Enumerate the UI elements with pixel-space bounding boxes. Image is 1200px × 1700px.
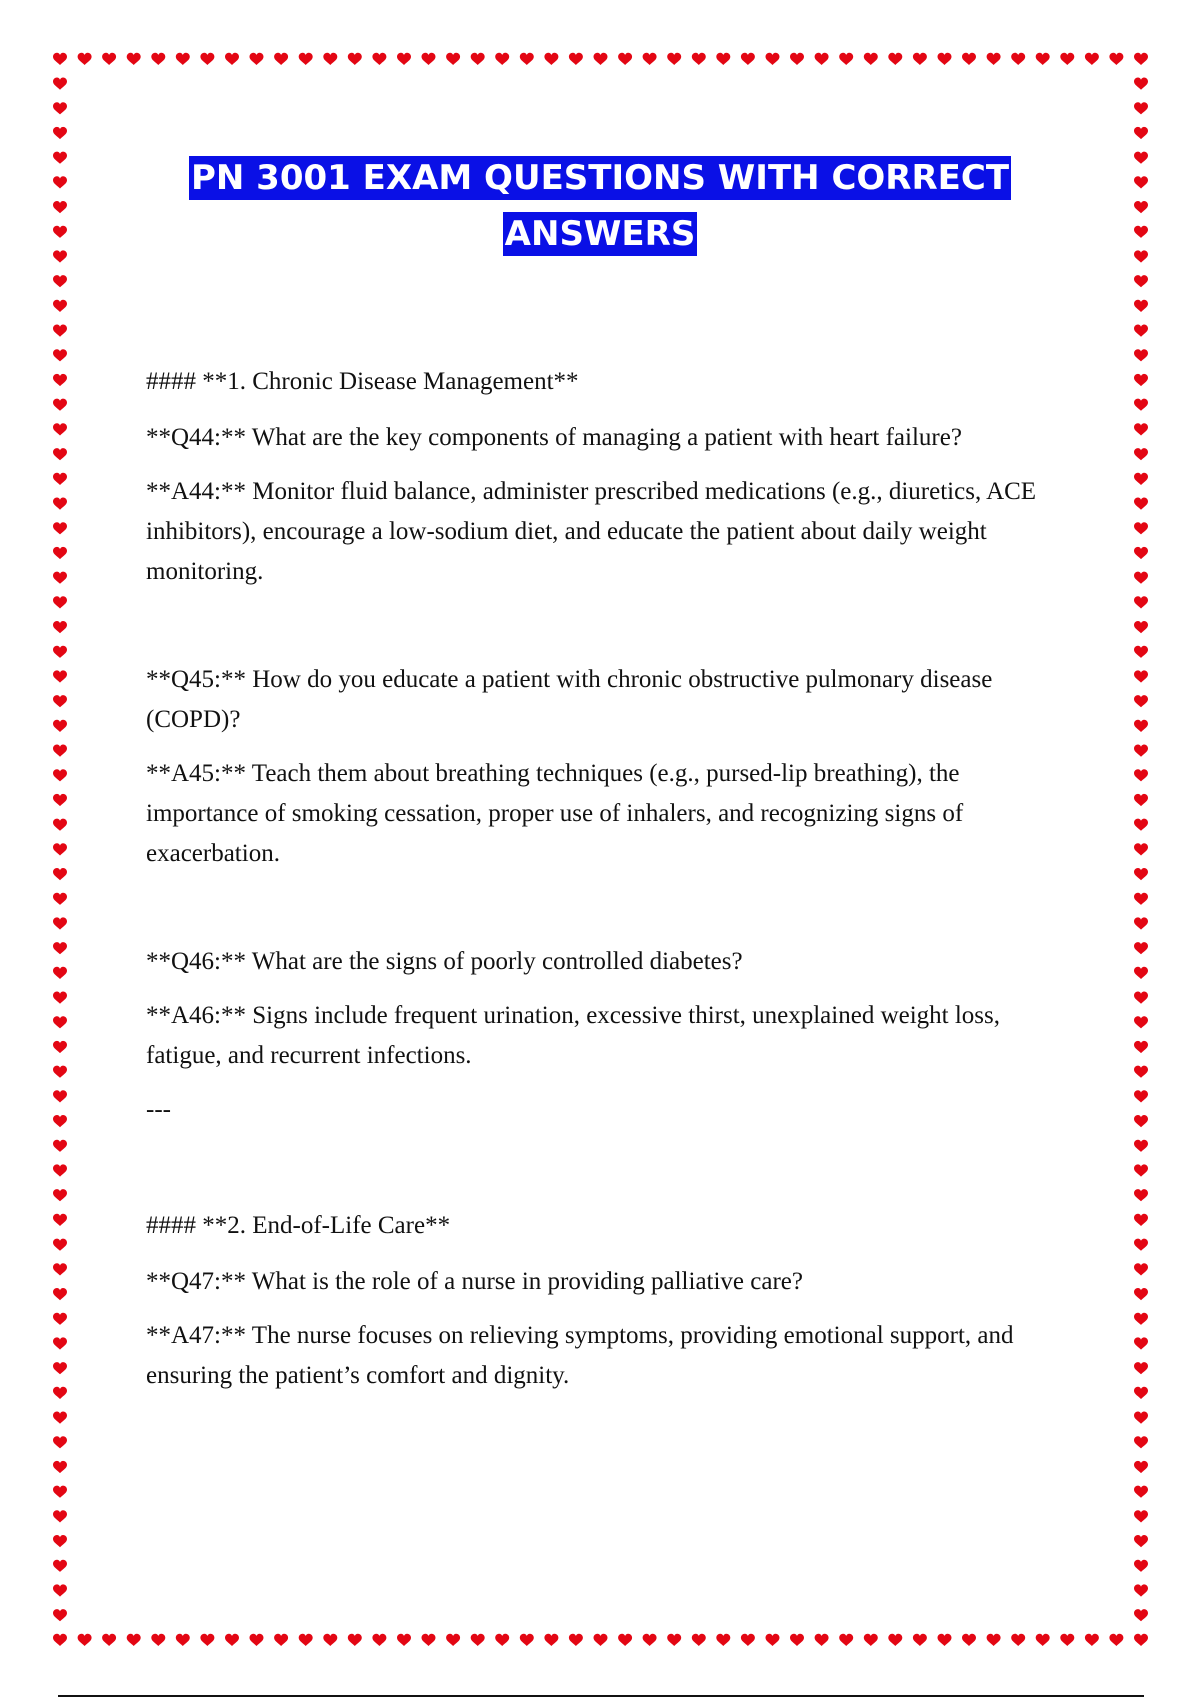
heart-icon	[1134, 917, 1148, 929]
heart-icon	[1134, 1387, 1148, 1399]
heart-icon	[53, 1313, 67, 1325]
heart-icon	[53, 399, 67, 411]
heart-icon	[1060, 1634, 1074, 1646]
heart-icon	[1134, 868, 1148, 880]
heart-icon	[815, 53, 829, 65]
heart-icon	[520, 1634, 534, 1646]
heart-icon	[643, 1634, 657, 1646]
heart-icon	[1134, 572, 1148, 584]
heart-icon	[53, 1609, 67, 1621]
heart-icon	[151, 1634, 165, 1646]
heart-icon	[1134, 547, 1148, 559]
heart-icon	[1060, 53, 1074, 65]
heart-icon	[1134, 720, 1148, 732]
heart-icon	[913, 1634, 927, 1646]
heart-icon	[225, 1634, 239, 1646]
heart-icon	[1134, 1288, 1148, 1300]
heart-icon	[471, 1634, 485, 1646]
heart-icon	[53, 300, 67, 312]
heart-icon	[1134, 1239, 1148, 1251]
heart-icon	[53, 374, 67, 386]
heart-icon	[299, 53, 313, 65]
heart-icon	[1134, 201, 1148, 213]
heart-icon	[741, 1634, 755, 1646]
heart-icon	[1134, 819, 1148, 831]
heart-icon	[53, 917, 67, 929]
heart-icon	[53, 893, 67, 905]
heart-icon	[372, 1634, 386, 1646]
heart-icon	[397, 53, 411, 65]
heart-icon	[1134, 1337, 1148, 1349]
heart-icon	[446, 1634, 460, 1646]
heart-icon	[446, 53, 460, 65]
heart-icon	[53, 102, 67, 114]
heart-icon	[1134, 1461, 1148, 1473]
heart-icon	[53, 843, 67, 855]
heart-icon	[569, 53, 583, 65]
heart-icon	[962, 53, 976, 65]
heart-icon	[53, 226, 67, 238]
heart-icon	[1134, 1066, 1148, 1078]
heart-icon	[1036, 1634, 1050, 1646]
heart-icon	[53, 1189, 67, 1201]
heart-icon	[274, 53, 288, 65]
heart-icon	[1134, 942, 1148, 954]
heart-icon	[53, 349, 67, 361]
heart-icon	[1134, 695, 1148, 707]
document-title: PN 3001 EXAM QUESTIONS WITH CORRECT ANSWERS	[190, 158, 1010, 254]
heart-icon	[323, 53, 337, 65]
heart-icon	[1134, 1584, 1148, 1596]
heart-icon	[53, 1016, 67, 1028]
heart-icon	[53, 498, 67, 510]
heart-icon	[53, 1412, 67, 1424]
heart-icon	[53, 547, 67, 559]
heart-icon	[1109, 53, 1123, 65]
heart-icon	[1134, 1412, 1148, 1424]
heart-icon	[815, 1634, 829, 1646]
heart-icon	[422, 53, 436, 65]
heart-icon	[1134, 1560, 1148, 1572]
heart-icon	[1134, 1535, 1148, 1547]
heart-icon	[53, 1387, 67, 1399]
heart-icon	[1134, 843, 1148, 855]
heart-icon	[1134, 78, 1148, 90]
heart-icon	[1134, 769, 1148, 781]
heart-icon	[53, 720, 67, 732]
heart-icon	[1134, 596, 1148, 608]
heart-icon	[1134, 423, 1148, 435]
heart-icon	[372, 53, 386, 65]
heart-icon	[1134, 498, 1148, 510]
heart-icon	[766, 53, 780, 65]
heart-icon	[53, 1362, 67, 1374]
heart-icon	[200, 1634, 214, 1646]
heart-icon	[1134, 1634, 1148, 1646]
heart-icon	[1134, 1214, 1148, 1226]
heart-icon	[1134, 1486, 1148, 1498]
section-heading-end-of-life: #### **2. End-of-Life Care**	[146, 1212, 451, 1239]
heart-icon	[618, 53, 632, 65]
heart-icon	[127, 1634, 141, 1646]
heart-icon	[471, 53, 485, 65]
heart-icon	[53, 1066, 67, 1078]
heart-icon	[1134, 1016, 1148, 1028]
heart-icon	[53, 1090, 67, 1102]
heart-icon	[53, 127, 67, 139]
heart-icon	[913, 53, 927, 65]
heart-icon	[176, 53, 190, 65]
heart-icon	[323, 1634, 337, 1646]
heart-icon	[766, 1634, 780, 1646]
heart-icon	[53, 745, 67, 757]
heart-icon	[200, 53, 214, 65]
heart-icon	[53, 1436, 67, 1448]
heart-icon	[1134, 1609, 1148, 1621]
heart-icon	[53, 1337, 67, 1349]
heart-icon	[1134, 1140, 1148, 1152]
heart-icon	[1134, 670, 1148, 682]
heart-icon	[53, 621, 67, 633]
heart-icon	[53, 992, 67, 1004]
heart-icon	[1134, 621, 1148, 633]
heart-icon	[53, 1510, 67, 1522]
heart-icon	[888, 53, 902, 65]
heart-icon	[274, 1634, 288, 1646]
heart-icon	[53, 1461, 67, 1473]
heart-icon	[53, 1634, 67, 1646]
heart-icon	[348, 1634, 362, 1646]
heart-icon	[1134, 399, 1148, 411]
heart-icon	[250, 1634, 264, 1646]
heart-icon	[741, 53, 755, 65]
heart-icon	[78, 53, 92, 65]
heart-icon	[53, 522, 67, 534]
heart-icon	[667, 1634, 681, 1646]
heart-icon	[53, 572, 67, 584]
heart-icon	[53, 1486, 67, 1498]
page-bottom-rule	[58, 1695, 1144, 1697]
heart-icon	[1134, 374, 1148, 386]
heart-icon	[53, 942, 67, 954]
heart-icon	[1134, 1313, 1148, 1325]
heart-icon	[53, 152, 67, 164]
heart-icon	[938, 53, 952, 65]
heart-icon	[53, 250, 67, 262]
question-q47: **Q47:** What is the role of a nurse in providing palliative care?	[146, 1268, 803, 1295]
heart-icon	[53, 325, 67, 337]
heart-icon	[1134, 349, 1148, 361]
heart-icon	[53, 1263, 67, 1275]
heart-icon	[53, 53, 67, 65]
heart-icon	[299, 1634, 313, 1646]
heart-icon	[1134, 1362, 1148, 1374]
answer-a45: **A45:** Teach them about breathing techniques (e.g., pursed-lip breathing), the importance of smoking cessation, proper use of inhalers, and recognizing signs of exacerbation.	[146, 760, 964, 867]
question-q44: **Q44:** What are the key components of managing a patient with heart failure?	[146, 424, 962, 451]
heart-icon	[716, 1634, 730, 1646]
heart-icon	[962, 1634, 976, 1646]
heart-icon	[1134, 1263, 1148, 1275]
heart-icon	[53, 670, 67, 682]
heart-icon	[102, 1634, 116, 1646]
heart-icon	[594, 53, 608, 65]
heart-icon	[53, 596, 67, 608]
heart-icon	[1134, 1189, 1148, 1201]
heart-icon	[176, 1634, 190, 1646]
heart-icon	[53, 423, 67, 435]
heart-icon	[127, 53, 141, 65]
heart-icon	[1134, 250, 1148, 262]
heart-icon	[53, 176, 67, 188]
heart-icon	[1134, 522, 1148, 534]
heart-icon	[250, 53, 264, 65]
heart-icon	[1085, 1634, 1099, 1646]
heart-icon	[1134, 1510, 1148, 1522]
heart-icon	[643, 53, 657, 65]
answer-a44: **A44:** Monitor fluid balance, administer prescribed medications (e.g., diuretics, ACE inhibitors), encourage a low-sodium diet, and educate the patient about daily weight monitoring.	[146, 478, 1037, 585]
answer-a47: **A47:** The nurse focuses on relieving symptoms, providing emotional support, and ensuring the patient’s comfort and dignity.	[146, 1322, 1014, 1389]
heart-icon	[495, 1634, 509, 1646]
document-body	[146, 362, 1066, 1410]
heart-icon	[53, 695, 67, 707]
heart-icon	[1109, 1634, 1123, 1646]
heart-icon	[53, 1584, 67, 1596]
heart-icon	[102, 53, 116, 65]
heart-icon	[53, 1140, 67, 1152]
heart-icon	[495, 53, 509, 65]
heart-icon	[1011, 53, 1025, 65]
heart-icon	[544, 53, 558, 65]
heart-icon	[987, 53, 1001, 65]
heart-icon	[692, 53, 706, 65]
heart-icon	[397, 1634, 411, 1646]
heart-icon	[1134, 275, 1148, 287]
heart-icon	[1134, 473, 1148, 485]
heart-icon	[225, 53, 239, 65]
heart-icon	[1134, 1164, 1148, 1176]
heart-icon	[1085, 53, 1099, 65]
heart-icon	[864, 1634, 878, 1646]
heart-icon	[53, 78, 67, 90]
heart-icon	[53, 1041, 67, 1053]
heart-icon	[1134, 300, 1148, 312]
heart-icon	[888, 1634, 902, 1646]
heart-icon	[1134, 1115, 1148, 1127]
heart-icon	[1134, 1436, 1148, 1448]
heart-icon	[864, 53, 878, 65]
heart-icon	[1134, 745, 1148, 757]
heart-icon	[53, 1560, 67, 1572]
heart-icon	[667, 53, 681, 65]
heart-icon	[987, 1634, 1001, 1646]
heart-icon	[53, 201, 67, 213]
heart-icon	[1134, 152, 1148, 164]
heart-icon	[1134, 992, 1148, 1004]
heart-icon	[1134, 102, 1148, 114]
heart-icon	[790, 53, 804, 65]
heart-icon	[53, 448, 67, 460]
heart-icon	[53, 473, 67, 485]
heart-icon	[53, 868, 67, 880]
heart-icon	[569, 1634, 583, 1646]
heart-icon	[53, 1239, 67, 1251]
heart-icon	[594, 1634, 608, 1646]
heart-icon	[348, 53, 362, 65]
heart-icon	[422, 1634, 436, 1646]
heart-icon	[53, 819, 67, 831]
heart-icon	[692, 1634, 706, 1646]
heart-icon	[53, 967, 67, 979]
section-heading-chronic-disease: #### **1. Chronic Disease Management**	[146, 368, 579, 395]
heart-icon	[1134, 53, 1148, 65]
heart-icon	[53, 646, 67, 658]
heart-icon	[1134, 1041, 1148, 1053]
heart-icon	[1134, 127, 1148, 139]
heart-icon	[1134, 448, 1148, 460]
heart-icon	[53, 1115, 67, 1127]
heart-icon	[53, 1214, 67, 1226]
heart-icon	[1134, 1090, 1148, 1102]
heart-icon	[1036, 53, 1050, 65]
heart-icon	[1134, 967, 1148, 979]
heart-icon	[1134, 226, 1148, 238]
answer-a46: **A46:** Signs include frequent urination, excessive thirst, unexplained weight loss, fatigue, and recurrent infections.	[146, 1002, 1001, 1069]
heart-icon	[151, 53, 165, 65]
heart-icon	[938, 1634, 952, 1646]
heart-icon	[839, 53, 853, 65]
heart-icon	[53, 769, 67, 781]
heart-icon	[53, 794, 67, 806]
section-divider: ---	[146, 1096, 171, 1123]
question-q46: **Q46:** What are the signs of poorly controlled diabetes?	[146, 948, 743, 975]
heart-icon	[53, 1535, 67, 1547]
heart-icon	[839, 1634, 853, 1646]
heart-icon	[618, 1634, 632, 1646]
document-title-block	[150, 150, 1050, 262]
heart-icon	[790, 1634, 804, 1646]
heart-icon	[53, 275, 67, 287]
question-q45: **Q45:** How do you educate a patient with chronic obstructive pulmonary disease (COPD)?	[146, 666, 993, 733]
heart-icon	[1134, 325, 1148, 337]
heart-icon	[1134, 893, 1148, 905]
heart-icon	[1134, 176, 1148, 188]
heart-icon	[53, 1288, 67, 1300]
heart-icon	[544, 1634, 558, 1646]
heart-icon	[53, 1164, 67, 1176]
heart-icon	[1011, 1634, 1025, 1646]
heart-icon	[1134, 646, 1148, 658]
heart-icon	[520, 53, 534, 65]
heart-icon	[78, 1634, 92, 1646]
heart-icon	[1134, 794, 1148, 806]
heart-icon	[716, 53, 730, 65]
